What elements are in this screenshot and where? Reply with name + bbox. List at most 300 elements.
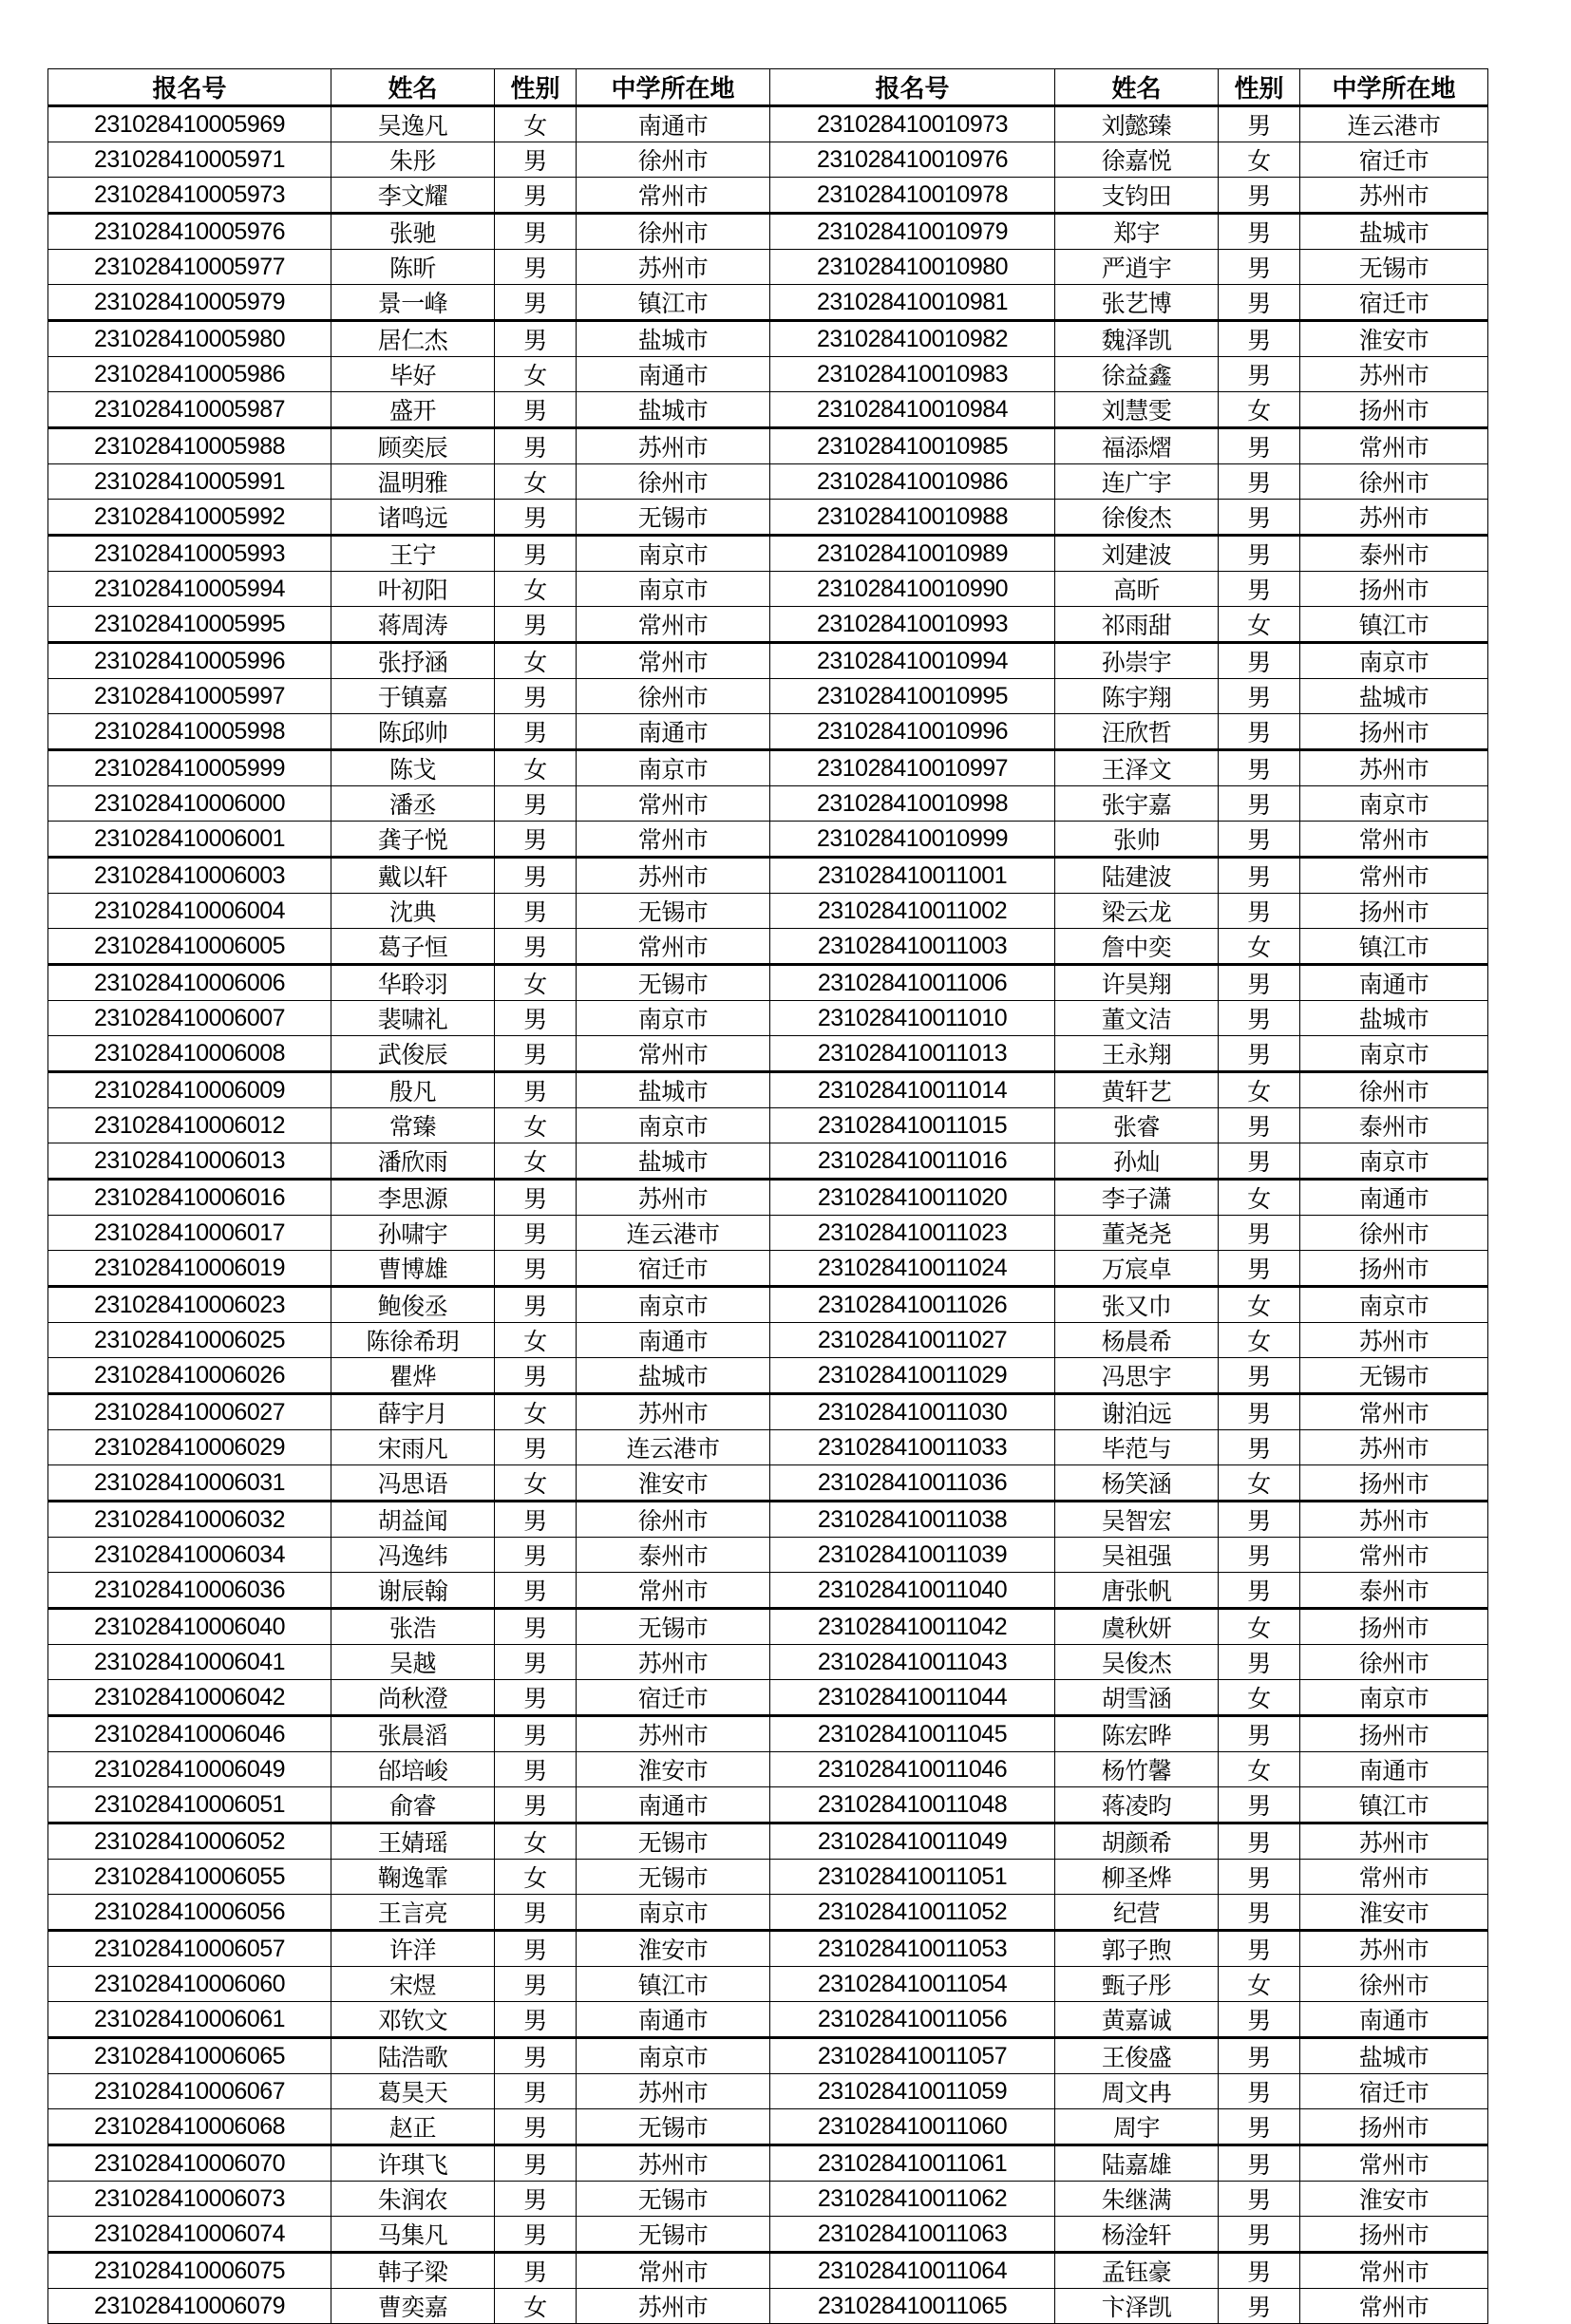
student-name-cell: 张浩 — [331, 1609, 495, 1645]
gender-cell: 男 — [1219, 1787, 1300, 1823]
school-city-cell: 无锡市 — [577, 500, 770, 536]
school-city-cell: 镇江市 — [1300, 607, 1488, 643]
school-city-cell: 常州市 — [1300, 822, 1488, 858]
registration-number-cell: 231028410006036 — [48, 1573, 331, 1609]
registration-number-cell: 231028410005993 — [48, 536, 331, 572]
gender-cell: 男 — [1219, 1394, 1300, 1430]
registration-number-cell: 231028410006065 — [48, 2038, 331, 2074]
registration-number-cell: 231028410010990 — [770, 572, 1055, 607]
table-row — [48, 750, 1488, 786]
gender-cell: 女 — [495, 965, 577, 1001]
gender-cell: 男 — [1219, 500, 1300, 536]
gender-cell: 女 — [1219, 1287, 1300, 1323]
student-name-cell: 戴以轩 — [331, 858, 495, 894]
school-city-cell: 苏州市 — [577, 428, 770, 464]
school-city-cell: 扬州市 — [1300, 1465, 1488, 1502]
gender-cell: 男 — [495, 1895, 577, 1931]
gender-cell: 男 — [495, 500, 577, 536]
student-name-cell: 徐俊杰 — [1055, 500, 1219, 536]
registration-number-cell: 231028410011052 — [770, 1895, 1055, 1931]
gender-cell: 男 — [495, 1430, 577, 1465]
registration-number-cell: 231028410010982 — [770, 321, 1055, 357]
school-city-cell: 苏州市 — [1300, 1823, 1488, 1860]
school-city-cell: 常州市 — [577, 643, 770, 679]
school-city-cell: 盐城市 — [1300, 2038, 1488, 2074]
student-name-cell: 甄子彤 — [1055, 1967, 1219, 2002]
gender-cell: 男 — [1219, 822, 1300, 858]
school-city-cell: 徐州市 — [1300, 464, 1488, 500]
gender-cell: 男 — [1219, 1108, 1300, 1143]
registration-number-cell: 231028410006057 — [48, 1931, 331, 1967]
school-city-cell: 南京市 — [1300, 1680, 1488, 1716]
school-city-cell: 常州市 — [577, 2253, 770, 2289]
table-row — [48, 2074, 1488, 2109]
student-name-cell: 支钧田 — [1055, 178, 1219, 214]
table-row — [48, 1716, 1488, 1752]
gender-cell: 男 — [1219, 2289, 1300, 2324]
table-row — [48, 1430, 1488, 1465]
registration-number-cell: 231028410011023 — [770, 1216, 1055, 1251]
school-city-cell: 徐州市 — [577, 1502, 770, 1538]
student-name-cell: 董文洁 — [1055, 1001, 1219, 1036]
school-city-cell: 南京市 — [577, 2038, 770, 2074]
school-city-cell: 南京市 — [577, 536, 770, 572]
registration-number-cell: 231028410005997 — [48, 679, 331, 714]
gender-cell: 男 — [1219, 285, 1300, 321]
registration-number-cell: 231028410005999 — [48, 750, 331, 786]
student-name-cell: 纪营 — [1055, 1895, 1219, 1931]
student-name-cell: 宋煜 — [331, 1967, 495, 2002]
gender-cell: 男 — [495, 858, 577, 894]
school-city-cell: 南京市 — [577, 1108, 770, 1143]
student-name-cell: 张艺博 — [1055, 285, 1219, 321]
registration-number-cell: 231028410011059 — [770, 2074, 1055, 2109]
registration-number-cell: 231028410010978 — [770, 178, 1055, 214]
school-city-cell: 扬州市 — [1300, 1251, 1488, 1287]
registration-number-cell: 231028410011036 — [770, 1465, 1055, 1502]
registration-number-cell: 231028410011053 — [770, 1931, 1055, 1967]
gender-cell: 男 — [495, 2038, 577, 2074]
header-school-city: 中学所在地 — [577, 69, 770, 106]
gender-cell: 男 — [1219, 536, 1300, 572]
registration-number-cell: 231028410006032 — [48, 1502, 331, 1538]
school-city-cell: 无锡市 — [577, 2217, 770, 2253]
student-name-cell: 杨竹馨 — [1055, 1752, 1219, 1787]
student-name-cell: 高昕 — [1055, 572, 1219, 607]
table-row — [48, 142, 1488, 178]
student-name-cell: 于镇嘉 — [331, 679, 495, 714]
gender-cell: 女 — [495, 643, 577, 679]
header-school-city: 中学所在地 — [1300, 69, 1488, 106]
school-city-cell: 苏州市 — [577, 1180, 770, 1216]
gender-cell: 男 — [1219, 321, 1300, 357]
student-name-cell: 毕范与 — [1055, 1430, 1219, 1465]
table-row — [48, 106, 1488, 142]
school-city-cell: 淮安市 — [577, 1752, 770, 1787]
student-name-cell: 朱彤 — [331, 142, 495, 178]
gender-cell: 男 — [1219, 1036, 1300, 1072]
student-name-cell: 王俊盛 — [1055, 2038, 1219, 2074]
school-city-cell: 南京市 — [1300, 1287, 1488, 1323]
gender-cell: 男 — [495, 2145, 577, 2182]
registration-number-cell: 231028410006026 — [48, 1358, 331, 1394]
registration-number-cell: 231028410010996 — [770, 714, 1055, 750]
student-name-cell: 汪欣哲 — [1055, 714, 1219, 750]
table-row — [48, 1895, 1488, 1931]
student-name-cell: 鲍俊丞 — [331, 1287, 495, 1323]
school-city-cell: 镇江市 — [577, 285, 770, 321]
student-name-cell: 黄轩艺 — [1055, 1072, 1219, 1108]
gender-cell: 女 — [1219, 1609, 1300, 1645]
registration-number-cell: 231028410006070 — [48, 2145, 331, 2182]
registration-number-cell: 231028410006012 — [48, 1108, 331, 1143]
gender-cell: 男 — [1219, 1502, 1300, 1538]
student-name-cell: 张晨滔 — [331, 1716, 495, 1752]
school-city-cell: 无锡市 — [577, 1860, 770, 1895]
school-city-cell: 淮安市 — [577, 1931, 770, 1967]
student-name-cell: 蒋周涛 — [331, 607, 495, 643]
school-city-cell: 扬州市 — [1300, 1609, 1488, 1645]
header-registration-number: 报名号 — [770, 69, 1055, 106]
school-city-cell: 苏州市 — [577, 858, 770, 894]
table-row — [48, 714, 1488, 750]
registration-number-cell: 231028410010988 — [770, 500, 1055, 536]
registration-number-cell: 231028410006055 — [48, 1860, 331, 1895]
gender-cell: 女 — [1219, 142, 1300, 178]
student-name-cell: 黄嘉诚 — [1055, 2002, 1219, 2038]
school-city-cell: 盐城市 — [577, 1143, 770, 1180]
student-name-cell: 薛宇月 — [331, 1394, 495, 1430]
school-city-cell: 盐城市 — [1300, 1001, 1488, 1036]
registration-number-cell: 231028410011027 — [770, 1323, 1055, 1358]
gender-cell: 男 — [1219, 106, 1300, 142]
school-city-cell: 常州市 — [1300, 1860, 1488, 1895]
table-row — [48, 1645, 1488, 1680]
table-row — [48, 321, 1488, 357]
gender-cell: 男 — [1219, 1001, 1300, 1036]
gender-cell: 男 — [495, 2074, 577, 2109]
school-city-cell: 南京市 — [577, 750, 770, 786]
school-city-cell: 常州市 — [1300, 1394, 1488, 1430]
student-name-cell: 毕好 — [331, 357, 495, 392]
registration-number-cell: 231028410011044 — [770, 1680, 1055, 1716]
school-city-cell: 南京市 — [1300, 1143, 1488, 1180]
registration-number-cell: 231028410006075 — [48, 2253, 331, 2289]
school-city-cell: 徐州市 — [1300, 1072, 1488, 1108]
table-row — [48, 1538, 1488, 1573]
student-name-cell: 虞秋妍 — [1055, 1609, 1219, 1645]
table-row — [48, 250, 1488, 285]
gender-cell: 男 — [1219, 1823, 1300, 1860]
gender-cell: 女 — [495, 1465, 577, 1502]
gender-cell: 男 — [495, 1216, 577, 1251]
gender-cell: 女 — [495, 1143, 577, 1180]
gender-cell: 男 — [495, 178, 577, 214]
gender-cell: 男 — [1219, 965, 1300, 1001]
school-city-cell: 常州市 — [577, 786, 770, 822]
gender-cell: 男 — [495, 786, 577, 822]
school-city-cell: 镇江市 — [1300, 929, 1488, 965]
table-row — [48, 2253, 1488, 2289]
registration-number-cell: 231028410011003 — [770, 929, 1055, 965]
school-city-cell: 扬州市 — [1300, 894, 1488, 929]
student-name-cell: 陆建波 — [1055, 858, 1219, 894]
student-name-cell: 韩子梁 — [331, 2253, 495, 2289]
student-name-cell: 吴越 — [331, 1645, 495, 1680]
gender-cell: 男 — [495, 1251, 577, 1287]
table-row — [48, 1465, 1488, 1502]
school-city-cell: 徐州市 — [1300, 1967, 1488, 2002]
school-city-cell: 常州市 — [577, 822, 770, 858]
school-city-cell: 扬州市 — [1300, 2217, 1488, 2253]
registration-number-cell: 231028410011015 — [770, 1108, 1055, 1143]
gender-cell: 女 — [495, 1860, 577, 1895]
school-city-cell: 南通市 — [577, 1787, 770, 1823]
gender-cell: 男 — [1219, 214, 1300, 250]
gender-cell: 男 — [495, 428, 577, 464]
registration-number-cell: 231028410006052 — [48, 1823, 331, 1860]
student-name-cell: 潘丞 — [331, 786, 495, 822]
gender-cell: 女 — [495, 1394, 577, 1430]
school-city-cell: 徐州市 — [1300, 1645, 1488, 1680]
table-row — [48, 1036, 1488, 1072]
registration-number-cell: 231028410011039 — [770, 1538, 1055, 1573]
gender-cell: 男 — [495, 1787, 577, 1823]
gender-cell: 男 — [1219, 2074, 1300, 2109]
school-city-cell: 苏州市 — [1300, 357, 1488, 392]
header-row — [48, 69, 1488, 106]
gender-cell: 女 — [495, 1823, 577, 1860]
student-name-cell: 严逍宇 — [1055, 250, 1219, 285]
table-row — [48, 1001, 1488, 1036]
student-name-cell: 孙啸宇 — [331, 1216, 495, 1251]
school-city-cell: 常州市 — [1300, 428, 1488, 464]
school-city-cell: 宿迁市 — [1300, 142, 1488, 178]
school-city-cell: 徐州市 — [577, 214, 770, 250]
school-city-cell: 南京市 — [1300, 1036, 1488, 1072]
gender-cell: 男 — [495, 2002, 577, 2038]
gender-cell: 女 — [1219, 1680, 1300, 1716]
school-city-cell: 泰州市 — [1300, 536, 1488, 572]
registration-number-cell: 231028410011049 — [770, 1823, 1055, 1860]
student-name-cell: 王言亮 — [331, 1895, 495, 1931]
registration-number-cell: 231028410011026 — [770, 1287, 1055, 1323]
student-name-cell: 宋雨凡 — [331, 1430, 495, 1465]
registration-number-cell: 231028410006023 — [48, 1287, 331, 1323]
student-name-cell: 华聆羽 — [331, 965, 495, 1001]
gender-cell: 男 — [1219, 714, 1300, 750]
student-name-cell: 冯思宇 — [1055, 1358, 1219, 1394]
gender-cell: 男 — [1219, 1895, 1300, 1931]
school-city-cell: 苏州市 — [1300, 500, 1488, 536]
student-name-cell: 周文冉 — [1055, 2074, 1219, 2109]
student-name-cell: 冯思语 — [331, 1465, 495, 1502]
school-city-cell: 无锡市 — [577, 965, 770, 1001]
gender-cell: 男 — [495, 392, 577, 428]
school-city-cell: 南京市 — [1300, 643, 1488, 679]
registration-number-cell: 231028410011020 — [770, 1180, 1055, 1216]
student-name-cell: 唐张帆 — [1055, 1573, 1219, 1609]
student-name-cell: 谢辰翰 — [331, 1573, 495, 1609]
school-city-cell: 苏州市 — [577, 1394, 770, 1430]
gender-cell: 男 — [1219, 1573, 1300, 1609]
registration-number-cell: 231028410005976 — [48, 214, 331, 250]
registration-number-cell: 231028410006034 — [48, 1538, 331, 1573]
registration-number-cell: 231028410006019 — [48, 1251, 331, 1287]
registration-number-cell: 231028410011006 — [770, 965, 1055, 1001]
gender-cell: 男 — [1219, 643, 1300, 679]
registration-number-cell: 231028410010984 — [770, 392, 1055, 428]
registration-number-cell: 231028410006079 — [48, 2289, 331, 2324]
gender-cell: 男 — [1219, 1645, 1300, 1680]
gender-cell: 男 — [495, 1538, 577, 1573]
registration-number-cell: 231028410006056 — [48, 1895, 331, 1931]
gender-cell: 男 — [495, 142, 577, 178]
registration-number-cell: 231028410006029 — [48, 1430, 331, 1465]
gender-cell: 女 — [495, 2289, 577, 2324]
school-city-cell: 泰州市 — [1300, 1573, 1488, 1609]
table-row — [48, 1931, 1488, 1967]
registration-number-cell: 231028410010973 — [770, 106, 1055, 142]
table-row — [48, 1216, 1488, 1251]
school-city-cell: 扬州市 — [1300, 2109, 1488, 2145]
school-city-cell: 盐城市 — [1300, 214, 1488, 250]
student-name-cell: 张睿 — [1055, 1108, 1219, 1143]
student-name-cell: 顾奕辰 — [331, 428, 495, 464]
school-city-cell: 苏州市 — [1300, 1502, 1488, 1538]
registration-number-cell: 231028410011042 — [770, 1609, 1055, 1645]
student-name-cell: 张驰 — [331, 214, 495, 250]
student-name-cell: 刘建波 — [1055, 536, 1219, 572]
admission-list-table — [47, 68, 1488, 2324]
table-row — [48, 2217, 1488, 2253]
student-name-cell: 陈昕 — [331, 250, 495, 285]
header-name: 姓名 — [331, 69, 495, 106]
student-name-cell: 温明雅 — [331, 464, 495, 500]
student-name-cell: 王婧瑶 — [331, 1823, 495, 1860]
registration-number-cell: 231028410006017 — [48, 1216, 331, 1251]
registration-number-cell: 231028410011033 — [770, 1430, 1055, 1465]
gender-cell: 男 — [495, 2217, 577, 2253]
student-name-cell: 周宇 — [1055, 2109, 1219, 2145]
table-row — [48, 572, 1488, 607]
registration-number-cell: 231028410006049 — [48, 1752, 331, 1787]
student-name-cell: 许洋 — [331, 1931, 495, 1967]
registration-number-cell: 231028410011043 — [770, 1645, 1055, 1680]
school-city-cell: 扬州市 — [1300, 392, 1488, 428]
student-name-cell: 殷凡 — [331, 1072, 495, 1108]
school-city-cell: 常州市 — [577, 929, 770, 965]
student-name-cell: 陈徐希玥 — [331, 1323, 495, 1358]
gender-cell: 男 — [495, 2253, 577, 2289]
gender-cell: 女 — [1219, 392, 1300, 428]
student-name-cell: 马集凡 — [331, 2217, 495, 2253]
registration-number-cell: 231028410006005 — [48, 929, 331, 965]
gender-cell: 女 — [495, 1108, 577, 1143]
school-city-cell: 南通市 — [577, 2002, 770, 2038]
registration-number-cell: 231028410011051 — [770, 1860, 1055, 1895]
student-name-cell: 吴逸凡 — [331, 106, 495, 142]
registration-number-cell: 231028410005980 — [48, 321, 331, 357]
gender-cell: 女 — [1219, 607, 1300, 643]
registration-number-cell: 231028410011057 — [770, 2038, 1055, 2074]
student-name-cell: 连广宇 — [1055, 464, 1219, 500]
registration-number-cell: 231028410006007 — [48, 1001, 331, 1036]
registration-number-cell: 231028410011010 — [770, 1001, 1055, 1036]
registration-number-cell: 231028410006067 — [48, 2074, 331, 2109]
gender-cell: 男 — [1219, 858, 1300, 894]
student-name-cell: 张又巾 — [1055, 1287, 1219, 1323]
table-row — [48, 643, 1488, 679]
registration-number-cell: 231028410010999 — [770, 822, 1055, 858]
student-name-cell: 魏泽凯 — [1055, 321, 1219, 357]
student-name-cell: 詹中奕 — [1055, 929, 1219, 965]
school-city-cell: 宿迁市 — [577, 1680, 770, 1716]
registration-number-cell: 231028410010985 — [770, 428, 1055, 464]
gender-cell: 男 — [1219, 2145, 1300, 2182]
student-name-cell: 福添熠 — [1055, 428, 1219, 464]
gender-cell: 男 — [495, 1287, 577, 1323]
student-name-cell: 祁雨甜 — [1055, 607, 1219, 643]
registration-number-cell: 231028410011016 — [770, 1143, 1055, 1180]
registration-number-cell: 231028410010997 — [770, 750, 1055, 786]
registration-number-cell: 231028410006008 — [48, 1036, 331, 1072]
registration-number-cell: 231028410006068 — [48, 2109, 331, 2145]
table-row — [48, 1358, 1488, 1394]
student-name-cell: 胡益闻 — [331, 1502, 495, 1538]
student-name-cell: 梁云龙 — [1055, 894, 1219, 929]
header-name: 姓名 — [1055, 69, 1219, 106]
gender-cell: 女 — [1219, 1465, 1300, 1502]
table-row — [48, 2289, 1488, 2324]
gender-cell: 男 — [495, 2182, 577, 2217]
student-name-cell: 张帅 — [1055, 822, 1219, 858]
student-name-cell: 孙崇宇 — [1055, 643, 1219, 679]
table-row — [48, 1251, 1488, 1287]
student-name-cell: 万宸卓 — [1055, 1251, 1219, 1287]
registration-number-cell: 231028410011001 — [770, 858, 1055, 894]
gender-cell: 男 — [495, 1072, 577, 1108]
registration-number-cell: 231028410010979 — [770, 214, 1055, 250]
student-name-cell: 胡颜希 — [1055, 1823, 1219, 1860]
registration-number-cell: 231028410011024 — [770, 1251, 1055, 1287]
gender-cell: 男 — [1219, 2002, 1300, 2038]
student-name-cell: 景一峰 — [331, 285, 495, 321]
gender-cell: 男 — [1219, 1143, 1300, 1180]
student-name-cell: 尚秋澄 — [331, 1680, 495, 1716]
school-city-cell: 常州市 — [1300, 2145, 1488, 2182]
school-city-cell: 淮安市 — [1300, 1895, 1488, 1931]
student-name-cell: 卞泽凯 — [1055, 2289, 1219, 2324]
registration-number-cell: 231028410006051 — [48, 1787, 331, 1823]
student-name-cell: 陈戈 — [331, 750, 495, 786]
gender-cell: 男 — [1219, 1538, 1300, 1573]
gender-cell: 男 — [495, 894, 577, 929]
student-name-cell: 陈宇翔 — [1055, 679, 1219, 714]
table-row — [48, 1573, 1488, 1609]
table-row — [48, 2002, 1488, 2038]
header-gender: 性别 — [1219, 69, 1300, 106]
registration-number-cell: 231028410010980 — [770, 250, 1055, 285]
school-city-cell: 宿迁市 — [1300, 285, 1488, 321]
school-city-cell: 苏州市 — [1300, 750, 1488, 786]
student-name-cell: 朱继满 — [1055, 2182, 1219, 2217]
school-city-cell: 南京市 — [577, 1895, 770, 1931]
student-name-cell: 俞睿 — [331, 1787, 495, 1823]
gender-cell: 男 — [1219, 2253, 1300, 2289]
school-city-cell: 苏州市 — [577, 2145, 770, 2182]
table-row — [48, 2038, 1488, 2074]
